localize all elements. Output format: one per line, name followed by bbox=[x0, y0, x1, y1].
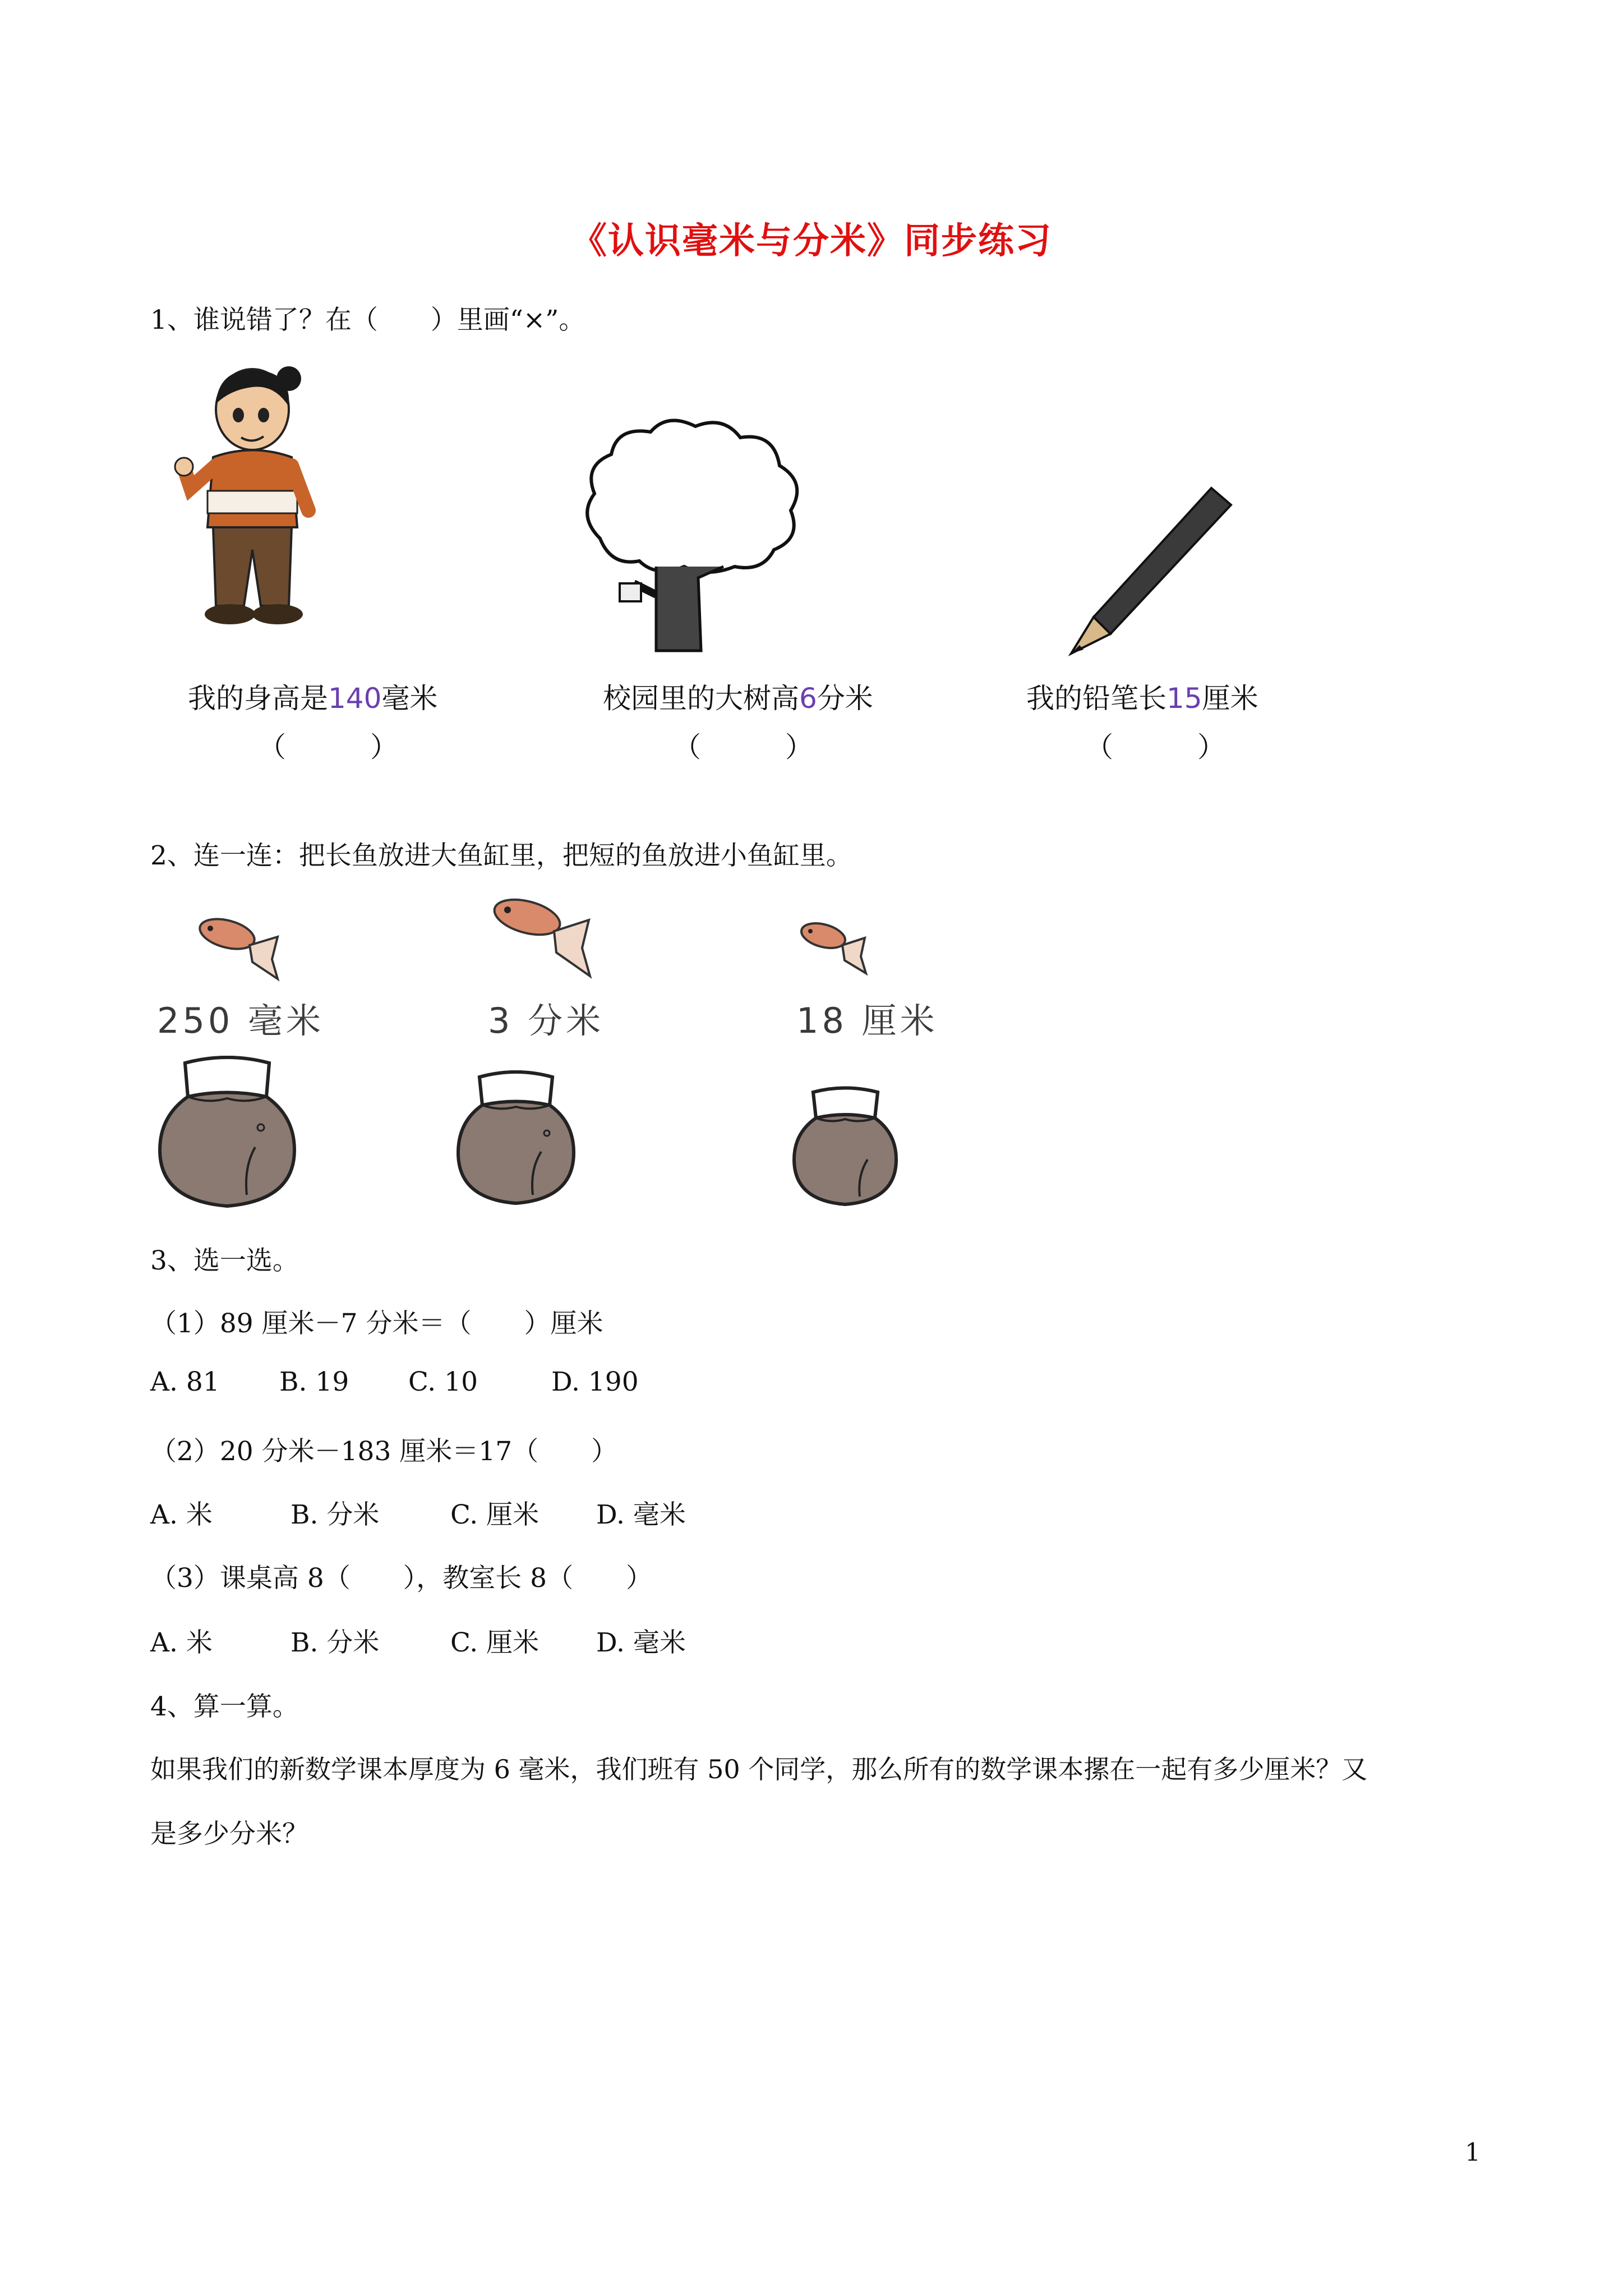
q1-answer-blank-1[interactable]: （ ） bbox=[258, 731, 398, 763]
q1-caption-1: 我的身高是140毫米 bbox=[188, 682, 438, 715]
fish-icon bbox=[796, 914, 869, 976]
boy-illustration bbox=[168, 359, 336, 645]
q3-options-2 bbox=[150, 1494, 686, 1531]
tree-illustration bbox=[572, 409, 813, 656]
small-fishbowl bbox=[788, 1085, 903, 1209]
page-number: 1 bbox=[1465, 2138, 1481, 2167]
large-fishbowl bbox=[151, 1055, 303, 1212]
option-c[interactable]: C. 10 bbox=[408, 1366, 478, 1397]
page-title: 《认识毫米与分米》同步练习 bbox=[571, 220, 1052, 262]
q4-stem: 4、算一算。 bbox=[150, 1691, 299, 1722]
q3-stem: 3、选一选。 bbox=[150, 1245, 299, 1276]
option-c[interactable]: C. 厘米 bbox=[450, 1499, 540, 1530]
option-a[interactable]: A. 81 bbox=[150, 1366, 220, 1397]
q1-stem: 1、谁说错了？在（ ）里画“×”。 bbox=[150, 305, 585, 335]
q3-options-3 bbox=[150, 1622, 686, 1659]
fish-length-label-2: 3 分米 bbox=[488, 1000, 605, 1041]
fish-icon bbox=[193, 909, 283, 982]
option-a[interactable]: A. 米 bbox=[150, 1627, 213, 1658]
option-c[interactable]: C. 厘米 bbox=[450, 1627, 540, 1658]
medium-fishbowl bbox=[451, 1069, 580, 1209]
option-d[interactable]: D. 190 bbox=[551, 1366, 639, 1397]
q4-body-line-1: 如果我们的新数学课本厚度为 6 毫米，我们班有 50 个同学，那么所有的数学课本摞在一起有多少厘米？又 bbox=[150, 1754, 1368, 1784]
q3-options-1 bbox=[150, 1366, 639, 1397]
fish-icon bbox=[488, 886, 594, 982]
option-b[interactable]: B. 分米 bbox=[291, 1499, 380, 1530]
q3-sub1: （1）89 厘米－7 分米＝（ ）厘米 bbox=[150, 1308, 603, 1339]
q1-answer-blank-2[interactable]: （ ） bbox=[673, 731, 813, 763]
option-b[interactable]: B. 分米 bbox=[291, 1627, 380, 1658]
fish-length-label-1: 250 毫米 bbox=[157, 1000, 325, 1041]
option-b[interactable]: B. 19 bbox=[279, 1366, 349, 1397]
q3-sub2: （2）20 分米－183 厘米＝17（ ） bbox=[150, 1436, 618, 1467]
option-d[interactable]: D. 毫米 bbox=[596, 1627, 686, 1658]
q4-body-line-2: 是多少分米？ bbox=[150, 1819, 308, 1849]
option-d[interactable]: D. 毫米 bbox=[596, 1499, 686, 1530]
q3-sub3: （3）课桌高 8（ ），教室长 8（ ） bbox=[150, 1563, 653, 1594]
pencil-illustration bbox=[1060, 482, 1239, 662]
q1-answer-blank-3[interactable]: （ ） bbox=[1085, 731, 1225, 763]
fish-length-label-3: 18 厘米 bbox=[796, 1000, 938, 1041]
q1-caption-2: 校园里的大树高6分米 bbox=[603, 682, 873, 715]
q1-caption-3: 我的铅笔长15厘米 bbox=[1026, 682, 1258, 715]
q2-stem: 2、连一连：把长鱼放进大鱼缸里，把短的鱼放进小鱼缸里。 bbox=[150, 840, 852, 871]
option-a[interactable]: A. 米 bbox=[150, 1499, 213, 1530]
